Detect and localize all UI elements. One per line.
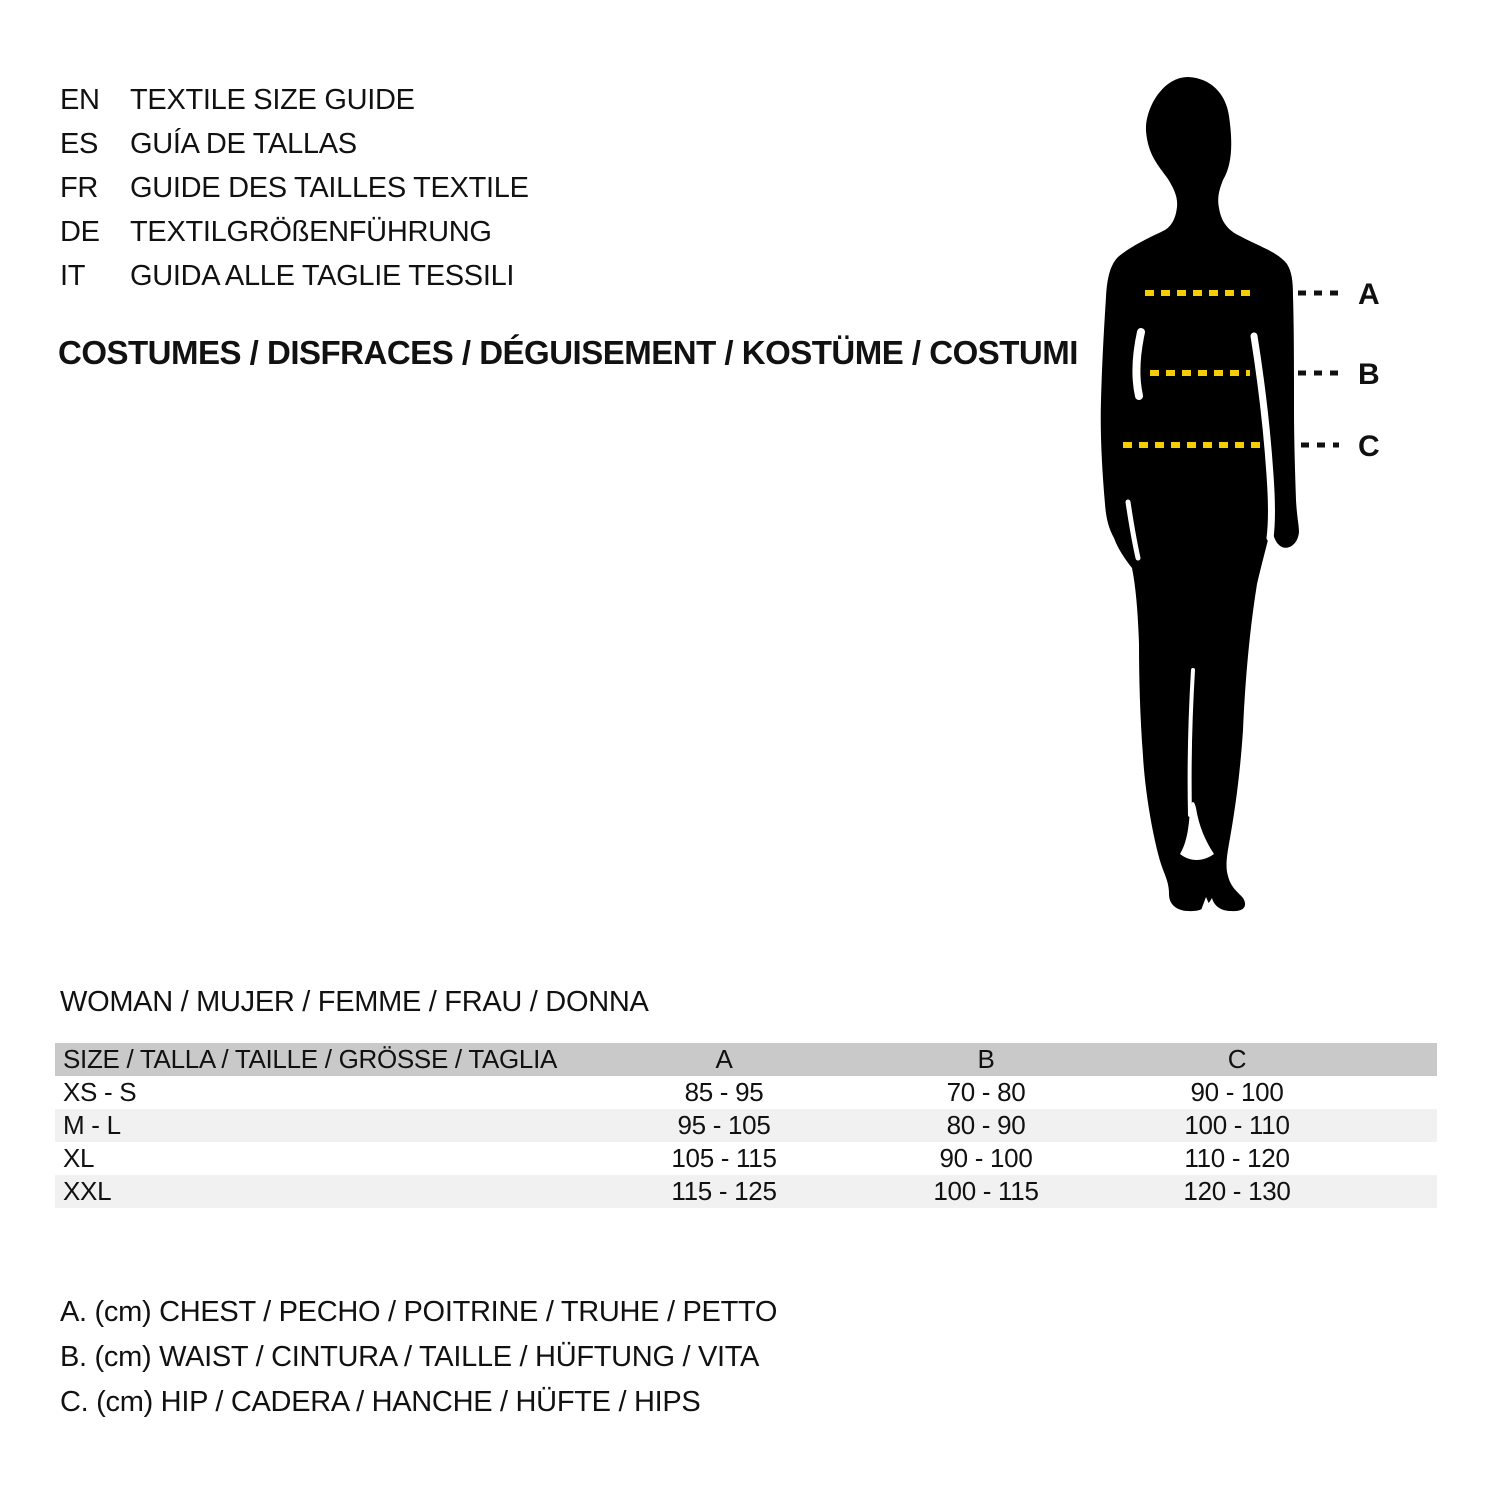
hip-range-cell: 100 - 110	[1184, 1110, 1290, 1140]
size-table-row-xs-s	[55, 1076, 1437, 1109]
hip-range-cell: 120 - 130	[1183, 1176, 1291, 1206]
column-header-b: B	[977, 1044, 995, 1074]
measurement-labels	[1358, 278, 1380, 463]
language-code: DE	[60, 216, 100, 248]
legend-chest: A. (cm) CHEST / PECHO / POITRINE / TRUHE / PETTO	[60, 1296, 778, 1328]
waist-range-cell: 90 - 100	[939, 1143, 1033, 1173]
language-title: GUIDE DES TAILLES TEXTILE	[130, 172, 529, 204]
size-cell: XS - S	[63, 1077, 137, 1107]
language-code: FR	[60, 172, 99, 204]
woman-silhouette-figure	[1073, 70, 1413, 940]
language-row-en	[60, 78, 529, 122]
language-code: EN	[60, 84, 100, 116]
waist-range-cell: 70 - 80	[946, 1077, 1026, 1107]
size-table-header-row	[55, 1043, 1437, 1076]
language-title: TEXTILE SIZE GUIDE	[130, 84, 415, 116]
left-waist-gap	[1137, 332, 1141, 396]
language-row-es	[60, 122, 529, 166]
language-title: TEXTILGRÖßENFÜHRUNG	[130, 216, 492, 248]
chest-label: A	[1358, 278, 1380, 311]
measurement-figure	[1073, 70, 1413, 940]
gender-heading: WOMAN / MUJER / FEMME / FRAU / DONNA	[60, 986, 649, 1018]
legend-hip: C. (cm) HIP / CADERA / HANCHE / HÜFTE / HIPS	[60, 1386, 701, 1418]
chest-range-cell: 105 - 115	[671, 1143, 777, 1173]
hip-label: C	[1358, 430, 1380, 463]
chest-range-cell: 95 - 105	[677, 1110, 771, 1140]
language-code: IT	[60, 260, 86, 292]
language-title: GUIDA ALLE TAGLIE TESSILI	[130, 260, 515, 292]
hip-range-cell: 110 - 120	[1184, 1143, 1290, 1173]
column-header-c: C	[1227, 1044, 1247, 1074]
size-cell: XXL	[63, 1176, 112, 1206]
language-row-fr	[60, 166, 529, 210]
language-row-it	[60, 254, 529, 298]
category-heading: COSTUMES / DISFRACES / DÉGUISEMENT / KOSTÜME / COSTUMI	[58, 334, 1078, 371]
language-title: GUÍA DE TALLAS	[130, 128, 357, 160]
size-table-row-xxl	[55, 1175, 1437, 1208]
language-code: ES	[60, 128, 99, 160]
spacer-cell	[1357, 1175, 1437, 1208]
hip-range-cell: 90 - 100	[1190, 1077, 1284, 1107]
column-header-spacer	[1357, 1043, 1437, 1076]
spacer-cell	[1357, 1142, 1437, 1175]
language-row-de	[60, 210, 529, 254]
column-header-size: SIZE / TALLA / TAILLE / GRÖSSE / TAGLIA	[63, 1044, 558, 1074]
size-table	[55, 1043, 1437, 1208]
chest-range-cell: 115 - 125	[671, 1176, 777, 1206]
waist-label: B	[1358, 358, 1380, 391]
language-title-list	[60, 78, 529, 298]
chest-range-cell: 85 - 95	[684, 1077, 764, 1107]
measurement-legend	[60, 1290, 777, 1425]
column-header-a: A	[715, 1044, 733, 1074]
size-table-row-m-l	[55, 1109, 1437, 1142]
waist-range-cell: 80 - 90	[946, 1110, 1026, 1140]
size-cell: M - L	[63, 1110, 121, 1140]
size-cell: XL	[63, 1143, 95, 1173]
spacer-cell	[1357, 1109, 1437, 1142]
spacer-cell	[1357, 1076, 1437, 1109]
legend-waist: B. (cm) WAIST / CINTURA / TAILLE / HÜFTUNG / VITA	[60, 1341, 760, 1373]
waist-range-cell: 100 - 115	[933, 1176, 1039, 1206]
size-table-row-xl	[55, 1142, 1437, 1175]
